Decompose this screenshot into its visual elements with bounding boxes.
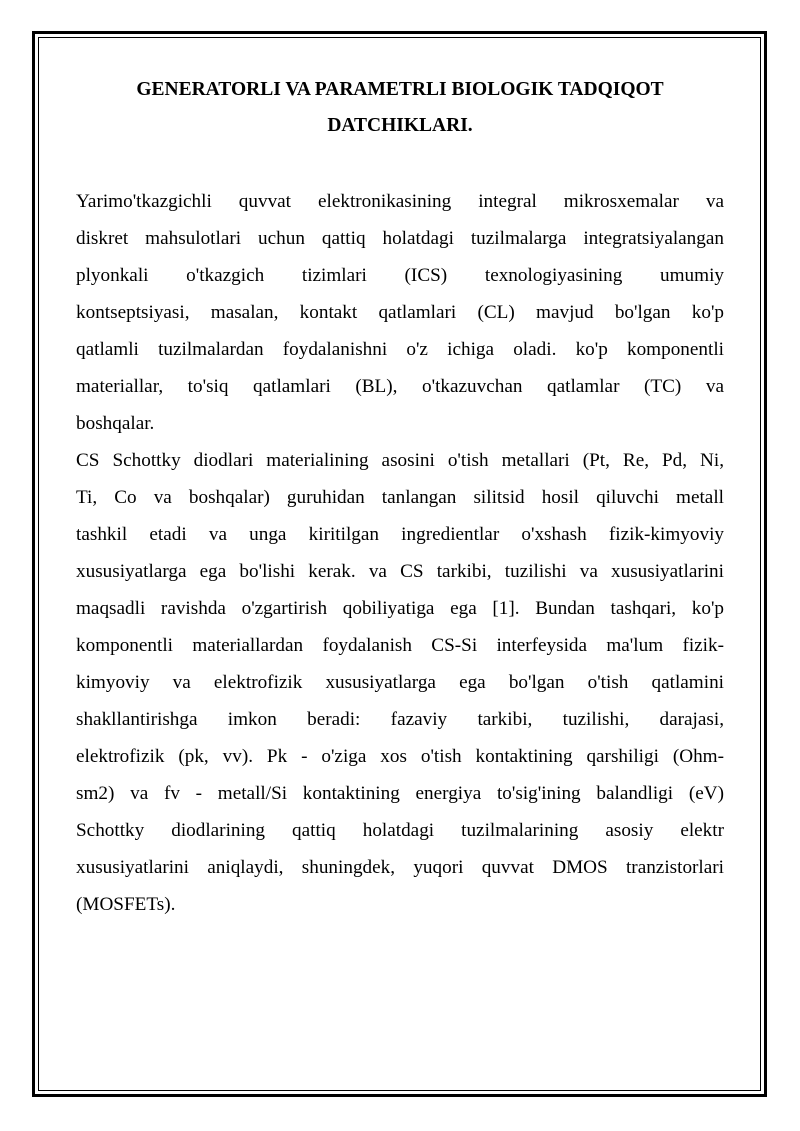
text-line: CS Schottky diodlari materialining asosini o'tish metallari (Pt, Re, Pd, Ni, bbox=[76, 450, 724, 471]
text-line: xususiyatlarini aniqlaydi, shuningdek, yuqori quvvat DMOS tranzistorlari bbox=[76, 857, 724, 878]
text-line: (MOSFETs). bbox=[76, 894, 176, 915]
text-line: plyonkali o'tkazgich tizimlari (ICS) texnologiyasining umumiy bbox=[76, 265, 724, 286]
text-line: kontseptsiyasi, masalan, kontakt qatlamlari (CL) mavjud bo'lgan ko'p bbox=[76, 302, 724, 323]
paragraph-1 bbox=[76, 183, 724, 442]
text-line: materiallar, to'siq qatlamlari (BL), o'tkazuvchan qatlamlar (TC) va bbox=[76, 376, 724, 397]
text-line: Schottky diodlarining qattiq holatdagi tuzilmalarining asosiy elektr bbox=[76, 820, 724, 841]
text-line: xususiyatlarga ega bo'lishi kerak. va CS tarkibi, tuzilishi va xususiyatlarini bbox=[76, 561, 724, 582]
text-line: qatlamli tuzilmalardan foydalanishni o'z ichiga oladi. ko'p komponentli bbox=[76, 339, 724, 360]
text-line: diskret mahsulotlari uchun qattiq holatdagi tuzilmalarga integratsiyalangan bbox=[76, 228, 724, 249]
text-line: kimyoviy va elektrofizik xususiyatlarga ega bo'lgan o'tish qatlamini bbox=[76, 672, 724, 693]
document-body bbox=[76, 72, 724, 923]
text-line: Yarimo'tkazgichli quvvat elektronikasining integral mikrosxemalar va bbox=[76, 191, 724, 212]
text-line: komponentli materiallardan foydalanish CS-Si interfeysida ma'lum fizik- bbox=[76, 635, 724, 656]
text-line: sm2) va fv - metall/Si kontaktining energiya to'sig'ining balandligi (eV) bbox=[76, 783, 724, 804]
text-line: elektrofizik (pk, vv). Pk - o'ziga xos o'tish kontaktining qarshiligi (Ohm- bbox=[76, 746, 724, 767]
text-line: shakllantirishga imkon beradi: fazaviy tarkibi, tuzilishi, darajasi, bbox=[76, 709, 724, 730]
text-line: tashkil etadi va unga kiritilgan ingredientlar o'xshash fizik-kimyoviy bbox=[76, 524, 724, 545]
title-line: DATCHIKLARI. bbox=[327, 115, 473, 136]
title-line: GENERATORLI VA PARAMETRLI BIOLOGIK TADQIQOT bbox=[136, 79, 664, 100]
text-line: Ti, Co va boshqalar) guruhidan tanlangan silitsid hosil qiluvchi metall bbox=[76, 487, 724, 508]
text-line: boshqalar. bbox=[76, 413, 155, 434]
paragraph-2 bbox=[76, 442, 724, 923]
document-title bbox=[76, 72, 724, 144]
text-line: maqsadli ravishda o'zgartirish qobiliyatiga ega [1]. Bundan tashqari, ko'p bbox=[76, 598, 724, 619]
